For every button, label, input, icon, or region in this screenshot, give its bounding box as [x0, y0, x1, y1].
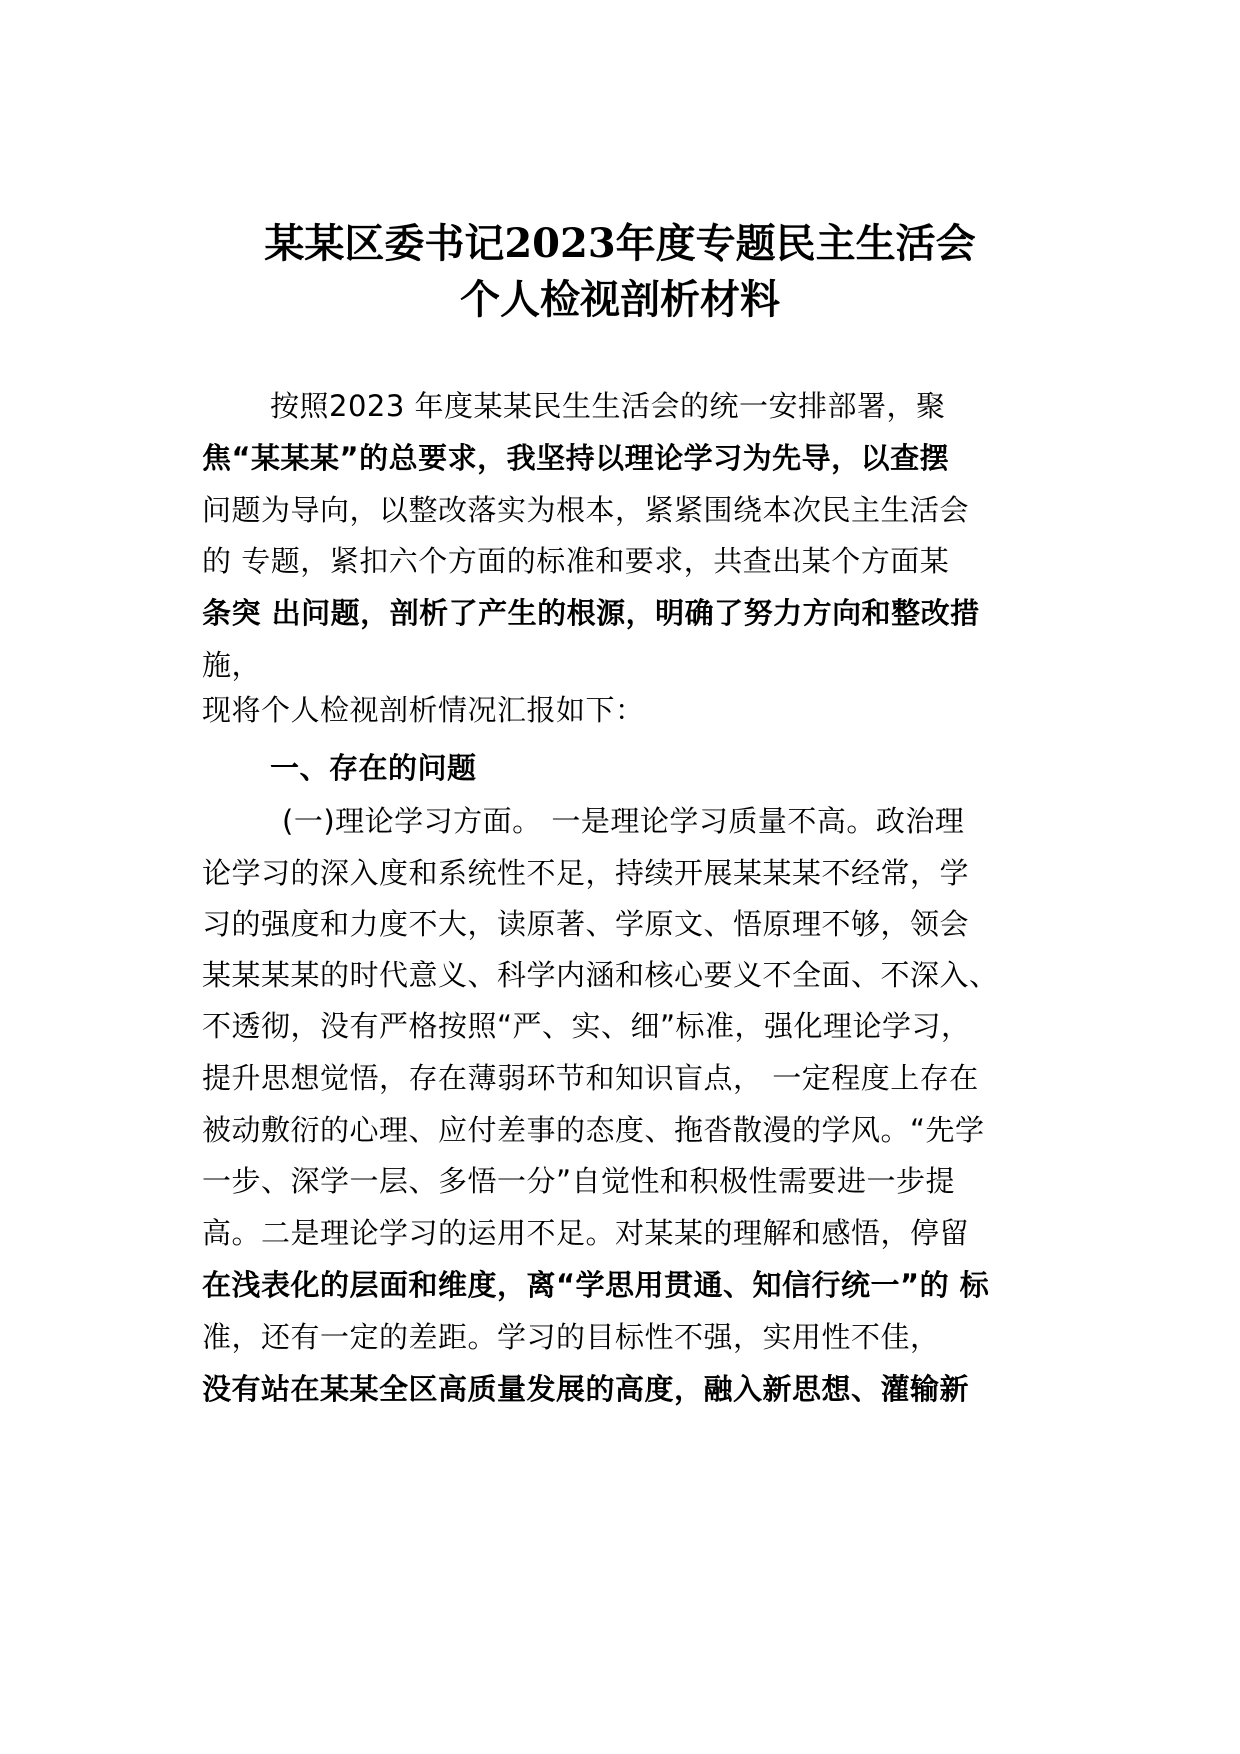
paragraph-line-6: 施， [202, 648, 262, 682]
paragraph-line-3: 问题为导向，以整改落实为根本，紧紧围绕本次民主生活会 [202, 493, 970, 527]
paragraph-line-4: 的 专题，紧扣六个方面的标准和要求，共查出某个方面某 [202, 544, 950, 578]
paragraph-line-8: (一)理论学习方面。 一是理论学习质量不高。政治理 [282, 804, 965, 838]
paragraph-line-17: 在浅表化的层面和维度，离“学思用贯通、知信行统一”的 标 [202, 1268, 990, 1302]
document-title-line-2: 个人检视剖析材料 [460, 276, 780, 323]
paragraph-line-12: 不透彻，没有严格按照“严、实、细”标准，强化理论学习， [202, 1009, 971, 1043]
paragraph-line-5: 条突 出问题，剖析了产生的根源，明确了努力方向和整改措 [202, 596, 980, 630]
paragraph-line-1: 按照2023 年度某某民生生活会的统一安排部署，聚 [270, 389, 946, 423]
paragraph-line-18: 准，还有一定的差距。学习的目标性不强，实用性不佳， [202, 1320, 940, 1354]
paragraph-line-10: 习的强度和力度不大，读原著、学原文、悟原理不够，领会 [202, 907, 970, 941]
paragraph-line-11: 某某某某的时代意义、科学内涵和核心要义不全面、不深入、 [202, 958, 999, 992]
paragraph-line-9: 论学习的深入度和系统性不足，持续开展某某某不经常，学 [202, 856, 970, 890]
paragraph-line-2: 焦“某某某”的总要求，我坚持以理论学习为先导，以查摆 [202, 441, 950, 475]
section-heading: 一、存在的问题 [270, 751, 477, 785]
document-title-line-1: 某某区委书记2023年度专题民主生活会 [264, 220, 976, 267]
paragraph-line-16: 高。二是理论学习的运用不足。对某某的理解和感悟，停留 [202, 1216, 970, 1250]
paragraph-line-15: 一步、深学一层、多悟一分”自觉性和积极性需要进一步提 [202, 1164, 956, 1198]
paragraph-line-14: 被动敷衍的心理、应付差事的态度、拖沓散漫的学风。“先学 [202, 1113, 985, 1147]
paragraph-line-19: 没有站在某某全区高质量发展的高度，融入新思想、灌输新 [202, 1372, 970, 1406]
paragraph-line-13: 提升思想觉悟，存在薄弱环节和知识盲点， 一定程度上存在 [202, 1061, 979, 1095]
paragraph-line-7: 现将个人检视剖析情况汇报如下： [202, 693, 645, 727]
